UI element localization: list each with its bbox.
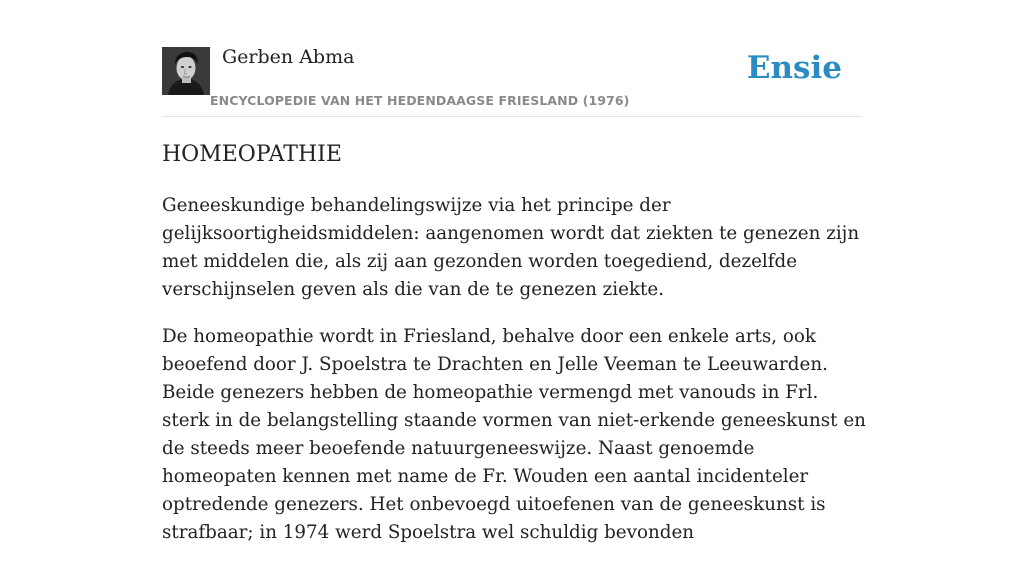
author-name[interactable]: Gerben Abma: [222, 46, 355, 68]
portrait-photo-icon: [162, 47, 210, 95]
article-title: HOMEOPATHIE: [162, 142, 342, 167]
article-paragraph-1: Geneeskundige behandelingswijze via het principe der gelijksoortigheidsmiddelen: aangenomen wordt dat ziekten te genezen zijn met middelen die, als zij aan gezonden worden toegediend, dezelfde verschijnselen geven als die van de te genezen ziekte.: [162, 195, 860, 300]
author-avatar[interactable]: [162, 47, 210, 95]
source-title[interactable]: ENCYCLOPEDIE VAN HET HEDENDAAGSE FRIESLAND (1976): [210, 93, 630, 108]
article-paragraph-2: De homeopathie wordt in Friesland, behalve door een enkele arts, ook beoefend door J. Spoelstra te Drachten en Jelle Veeman te Leeuwarden. Beide genezers hebben de homeopathie vermengd met vanouds in Frl. sterk in de belangstelling staande vormen van niet-erkende geneeskunst en de steeds meer beoefende natuurgeneeswijze. Naast genoemde homeopaten kennen met name de Fr. Wouden een aantal incidenteler optredende genezers. Het onbevoegd uitoefenen van de geneeskunst is strafbaar; in 1974 werd Spoelstra wel schuldig bevonden: [162, 326, 866, 543]
article-body: [162, 140, 867, 566]
brand-logo[interactable]: Ensie: [746, 50, 842, 86]
article-header: [162, 46, 862, 117]
